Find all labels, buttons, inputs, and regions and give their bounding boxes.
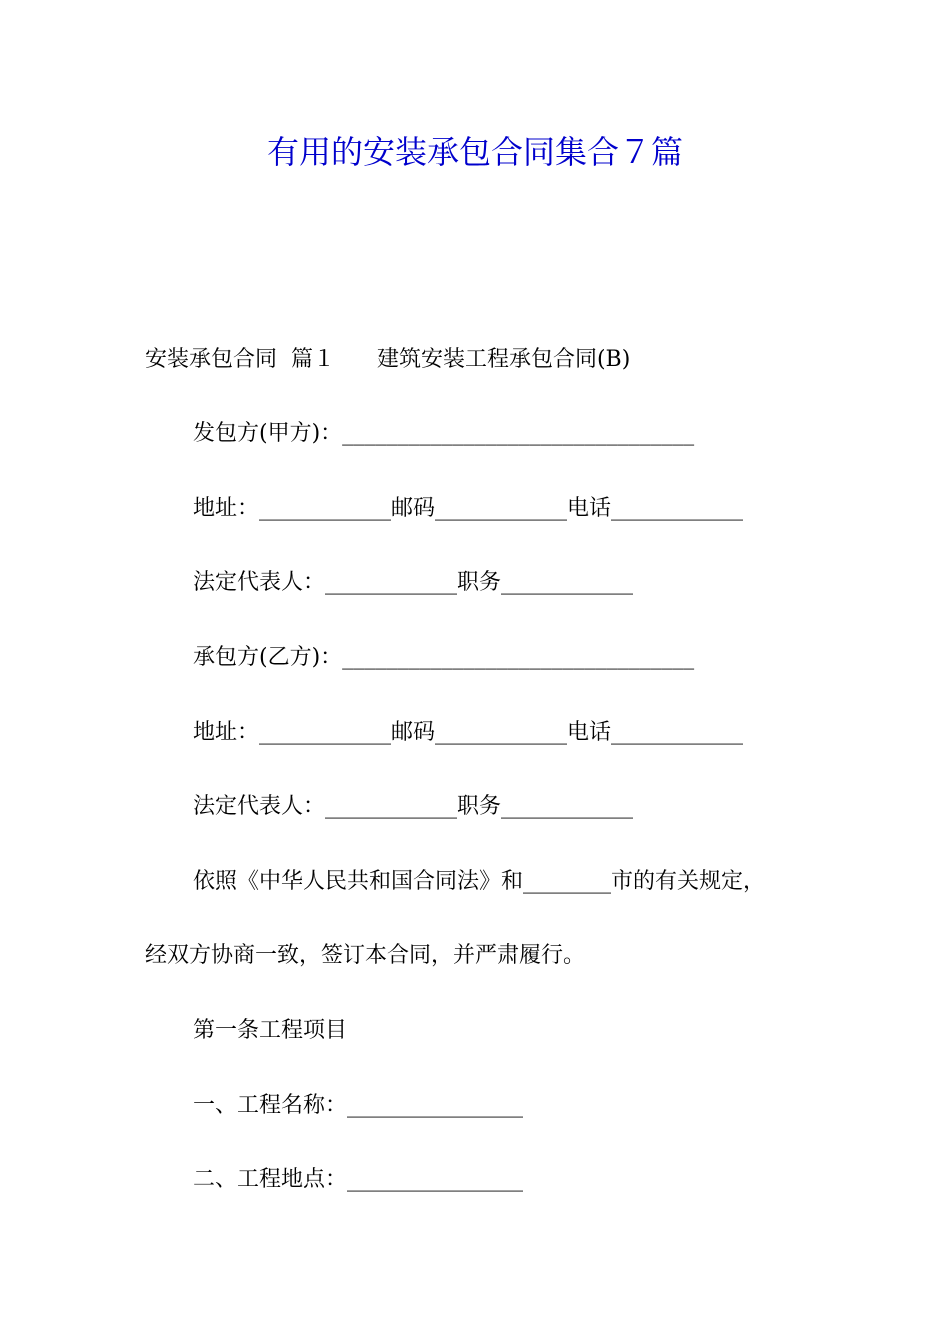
contract-heading-line: 安装承包合同 篇１ 建筑安装工程承包合同(B) — [145, 347, 631, 372]
contractor-party-line: 承包方(乙方)：________________________________ — [193, 645, 695, 670]
agreement-line: 经双方协商一致，签订本合同，并严肃履行。 — [145, 943, 586, 968]
contractor-address-line: 地址：____________邮码____________电话____________ — [193, 720, 744, 745]
employer-address-line: 地址：____________邮码____________电话____________ — [193, 496, 744, 521]
legal-basis-line: 依照《中华人民共和国合同法》和________市的有关规定， — [193, 869, 766, 894]
article-one-heading: 第一条工程项目 — [193, 1018, 348, 1043]
contractor-representative-line: 法定代表人：____________职务____________ — [193, 794, 634, 819]
project-name-line: 一、工程名称：________________ — [193, 1093, 524, 1118]
project-location-line: 二、工程地点：________________ — [193, 1167, 524, 1192]
employer-party-line: 发包方(甲方)：________________________________ — [193, 421, 695, 446]
employer-representative-line: 法定代表人：____________职务____________ — [193, 570, 634, 595]
document-title: 有用的安装承包合同集合７篇 — [266, 133, 683, 171]
